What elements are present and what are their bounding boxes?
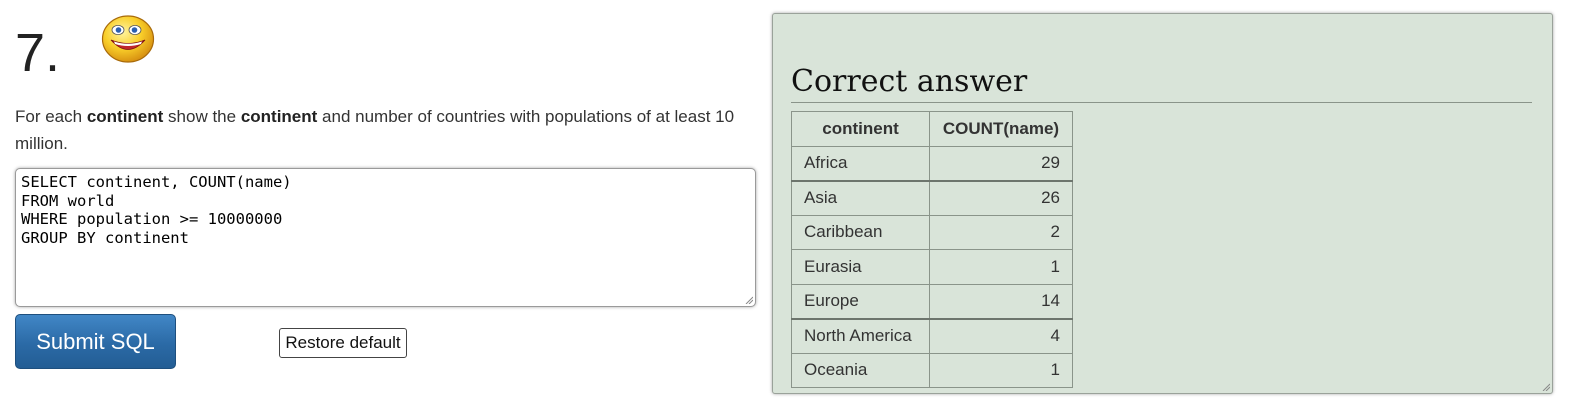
question-text	[15, 103, 760, 157]
table-row	[792, 319, 1073, 354]
answer-table	[791, 111, 1073, 388]
resize-grip-icon[interactable]	[1542, 383, 1550, 391]
correct-answer-panel	[772, 13, 1553, 394]
cell-continent: Africa	[792, 146, 930, 181]
submit-sql-button[interactable]: Submit SQL	[15, 314, 176, 369]
sql-line: FROM world	[21, 191, 115, 210]
question-panel	[15, 0, 760, 417]
smiley-face-icon	[101, 14, 155, 64]
cell-continent: Oceania	[792, 353, 930, 388]
question-keyword: continent	[86, 107, 164, 126]
cell-count: 1	[930, 353, 1073, 388]
answer-title: Correct answer	[791, 62, 1532, 103]
table-header-row	[792, 112, 1073, 147]
table-row	[792, 181, 1073, 216]
question-text-part: and number of countries with populations of at least 10 million.	[15, 107, 735, 153]
restore-default-button[interactable]: Restore default	[279, 328, 407, 358]
cell-continent: Asia	[792, 181, 930, 216]
cell-count: 1	[930, 250, 1073, 285]
table-row	[792, 215, 1073, 250]
table-row	[792, 284, 1073, 319]
cell-count: 26	[930, 181, 1073, 216]
cell-count: 14	[930, 284, 1073, 319]
cell-count: 2	[930, 215, 1073, 250]
cell-continent: Eurasia	[792, 250, 930, 285]
sql-editor[interactable]	[15, 168, 756, 307]
column-header-continent: continent	[792, 112, 930, 147]
question-number: 7.	[15, 23, 61, 83]
cell-continent: North America	[792, 319, 930, 354]
sql-line: GROUP BY continent	[21, 228, 189, 247]
cell-count: 4	[930, 319, 1073, 354]
cell-continent: Europe	[792, 284, 930, 319]
resize-grip-icon[interactable]	[745, 296, 753, 304]
cell-continent: Caribbean	[792, 215, 930, 250]
cell-count: 29	[930, 146, 1073, 181]
sql-line: SELECT continent, COUNT(name)	[21, 173, 292, 191]
column-header-count: COUNT(name)	[930, 112, 1073, 147]
table-row	[792, 353, 1073, 388]
sql-line: WHERE population >= 10000000	[21, 210, 283, 228]
table-row	[792, 146, 1073, 181]
question-text-part: For each	[15, 107, 87, 126]
question-text-part: show the	[163, 107, 241, 126]
question-keyword: continent	[240, 107, 318, 126]
table-row	[792, 250, 1073, 285]
